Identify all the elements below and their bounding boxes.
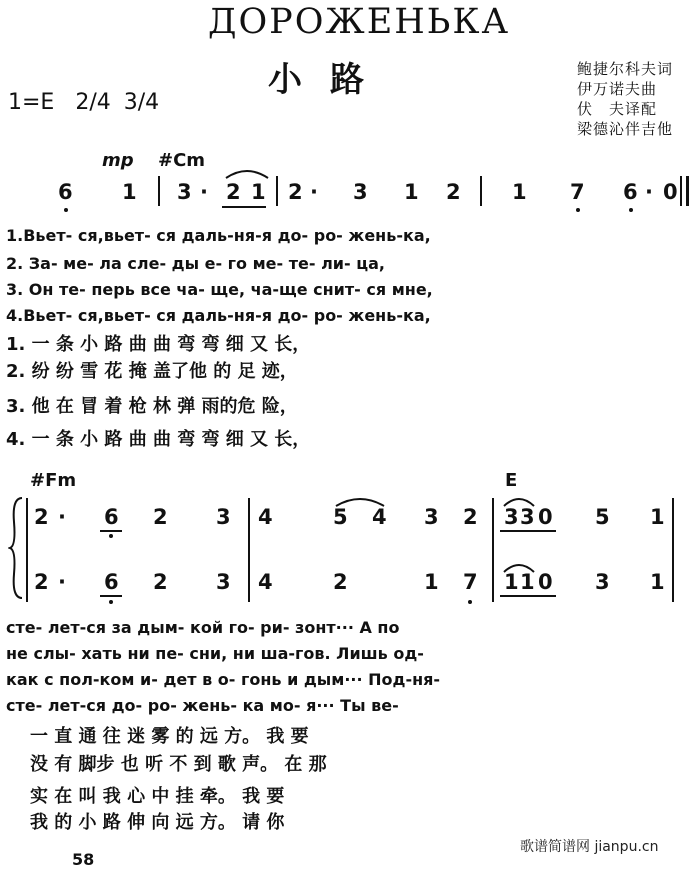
note: 3 bbox=[353, 180, 368, 204]
lyric-line-cn: 实 在 叫 我 心 中 挂 牵。 我 要 bbox=[30, 786, 285, 807]
note: 2 bbox=[288, 180, 303, 204]
barline-double bbox=[686, 176, 689, 206]
credit-composer: 伊万诺夫曲 bbox=[577, 80, 658, 98]
note: 5 bbox=[595, 505, 610, 529]
lyric-line-ru: сте- лет-ся за дым- кой го- ри- зонт··· А по bbox=[6, 618, 400, 637]
barline bbox=[672, 498, 674, 602]
dot-extension: · bbox=[200, 180, 208, 204]
lyric-line-cn: 4. 一 条 小 路 曲 曲 弯 弯 细 又 长， bbox=[6, 429, 311, 450]
note: 4 bbox=[372, 505, 387, 529]
lyric-line-ru: 1.Вьет- ся,вьет- ся даль-ня-я до- ро- жень-ка, bbox=[6, 226, 431, 245]
time-signature-2: 3/4 bbox=[123, 90, 160, 115]
barline bbox=[492, 498, 494, 602]
chord-symbol: #Fm bbox=[30, 470, 77, 491]
barline bbox=[158, 176, 160, 206]
note: 2 bbox=[153, 505, 168, 529]
dynamic-marking: mp bbox=[102, 150, 134, 171]
note: 3 bbox=[177, 180, 192, 204]
lyric-line-ru: не слы- хать ни пе- сни, ни ша-гов. Лишь од- bbox=[6, 644, 424, 663]
lyric-line-cn: 我 的 小 路 伸 向 远 方。 请 你 bbox=[30, 812, 285, 833]
system-brace bbox=[8, 496, 24, 600]
beam bbox=[222, 206, 266, 208]
note: 2 bbox=[463, 505, 478, 529]
note: 2 bbox=[446, 180, 461, 204]
song-title-russian: ДОРОЖЕНЬКА bbox=[208, 2, 510, 42]
tie-slur bbox=[334, 494, 386, 508]
note: 1 bbox=[650, 570, 665, 594]
lower-octave-dot bbox=[629, 208, 633, 212]
note: 6 bbox=[104, 570, 119, 594]
note: 1 bbox=[424, 570, 439, 594]
lower-octave-dot bbox=[468, 600, 472, 604]
time-signature-1: 2/4 bbox=[75, 90, 111, 115]
note: 2 bbox=[226, 180, 241, 204]
note: 2 bbox=[333, 570, 348, 594]
note: 3 bbox=[520, 505, 535, 529]
note: 3 bbox=[504, 505, 519, 529]
note: 2 bbox=[34, 505, 49, 529]
lyric-line-ru: как с пол-ком и- дет в о- гонь и дым··· Под-ня- bbox=[6, 670, 441, 689]
note: 5 bbox=[333, 505, 348, 529]
lyric-line-ru: сте- лет-ся до- ро- жень- ка мо- я··· Ты ве- bbox=[6, 696, 399, 715]
note: 3 bbox=[595, 570, 610, 594]
note: 6 bbox=[58, 180, 73, 204]
lower-octave-dot bbox=[576, 208, 580, 212]
note: 7 bbox=[463, 570, 478, 594]
note: 3 bbox=[424, 505, 439, 529]
dot-extension: · bbox=[58, 505, 66, 529]
rest: 0 bbox=[538, 570, 553, 594]
system-barline bbox=[26, 498, 28, 602]
note: 3 bbox=[216, 570, 231, 594]
chord-symbol: #Cm bbox=[158, 150, 206, 171]
note: 1 bbox=[512, 180, 527, 204]
credit-translator: 伏 夫译配 bbox=[577, 100, 658, 118]
lyric-line-cn: 3. 他 在 冒 着 枪 林 弹 雨的危 险， bbox=[6, 396, 298, 417]
lower-octave-dot bbox=[64, 208, 68, 212]
note: 1 bbox=[650, 505, 665, 529]
tie-slur bbox=[502, 494, 536, 508]
note: 4 bbox=[258, 505, 273, 529]
beam bbox=[500, 595, 556, 597]
note: 3 bbox=[216, 505, 231, 529]
song-title-chinese: 小路 bbox=[268, 60, 392, 100]
lyric-line-ru: 3. Он те- перь все ча- ще, ча-ще снит- ся мне, bbox=[6, 280, 433, 299]
barline bbox=[480, 176, 482, 206]
note: 2 bbox=[153, 570, 168, 594]
chord-symbol: E bbox=[505, 470, 518, 491]
key-and-time-signature bbox=[8, 90, 159, 115]
watermark: 歌谱简谱网 jianpu.cn bbox=[520, 839, 659, 855]
note: 1 bbox=[404, 180, 419, 204]
key-signature: 1=E bbox=[8, 90, 55, 115]
note: 6 bbox=[623, 180, 638, 204]
note: 1 bbox=[122, 180, 137, 204]
note: 1 bbox=[520, 570, 535, 594]
tie-slur bbox=[502, 560, 536, 574]
credit-guitar-accompaniment: 梁德沁伴吉他 bbox=[577, 120, 674, 138]
page-number: 58 bbox=[72, 850, 95, 869]
note: 1 bbox=[251, 180, 266, 204]
dot-extension: · bbox=[645, 180, 653, 204]
beam bbox=[100, 530, 122, 532]
lyric-line-cn: 没 有 脚步 也 听 不 到 歌 声。 在 那 bbox=[30, 754, 327, 775]
lyric-line-cn: 1. 一 条 小 路 曲 曲 弯 弯 细 又 长， bbox=[6, 334, 311, 355]
lyric-line-ru: 4.Вьет- ся,вьет- ся даль-ня-я до- ро- жень-ка, bbox=[6, 306, 431, 325]
note: 7 bbox=[570, 180, 585, 204]
tie-slur bbox=[224, 166, 270, 180]
note: 4 bbox=[258, 570, 273, 594]
lyric-line-cn: 一 直 通 往 迷 雾 的 远 方。 我 要 bbox=[30, 726, 309, 747]
beam bbox=[500, 530, 556, 532]
lower-octave-dot bbox=[109, 600, 113, 604]
lyric-line-cn: 2. 纷 纷 雪 花 掩 盖了他 的 足 迹， bbox=[6, 361, 298, 382]
dot-extension: · bbox=[58, 570, 66, 594]
beam bbox=[100, 595, 122, 597]
credit-lyricist: 鲍捷尔科夫词 bbox=[577, 60, 674, 78]
lyric-line-ru: 2. За- ме- ла сле- ды е- го ме- те- ли- ца, bbox=[6, 254, 385, 273]
note: 2 bbox=[34, 570, 49, 594]
lower-octave-dot bbox=[109, 534, 113, 538]
barline bbox=[276, 176, 278, 206]
dot-extension: · bbox=[310, 180, 318, 204]
note: 6 bbox=[104, 505, 119, 529]
barline bbox=[248, 498, 250, 602]
rest: 0 bbox=[663, 180, 678, 204]
note: 1 bbox=[504, 570, 519, 594]
barline bbox=[680, 176, 682, 206]
rest: 0 bbox=[538, 505, 553, 529]
